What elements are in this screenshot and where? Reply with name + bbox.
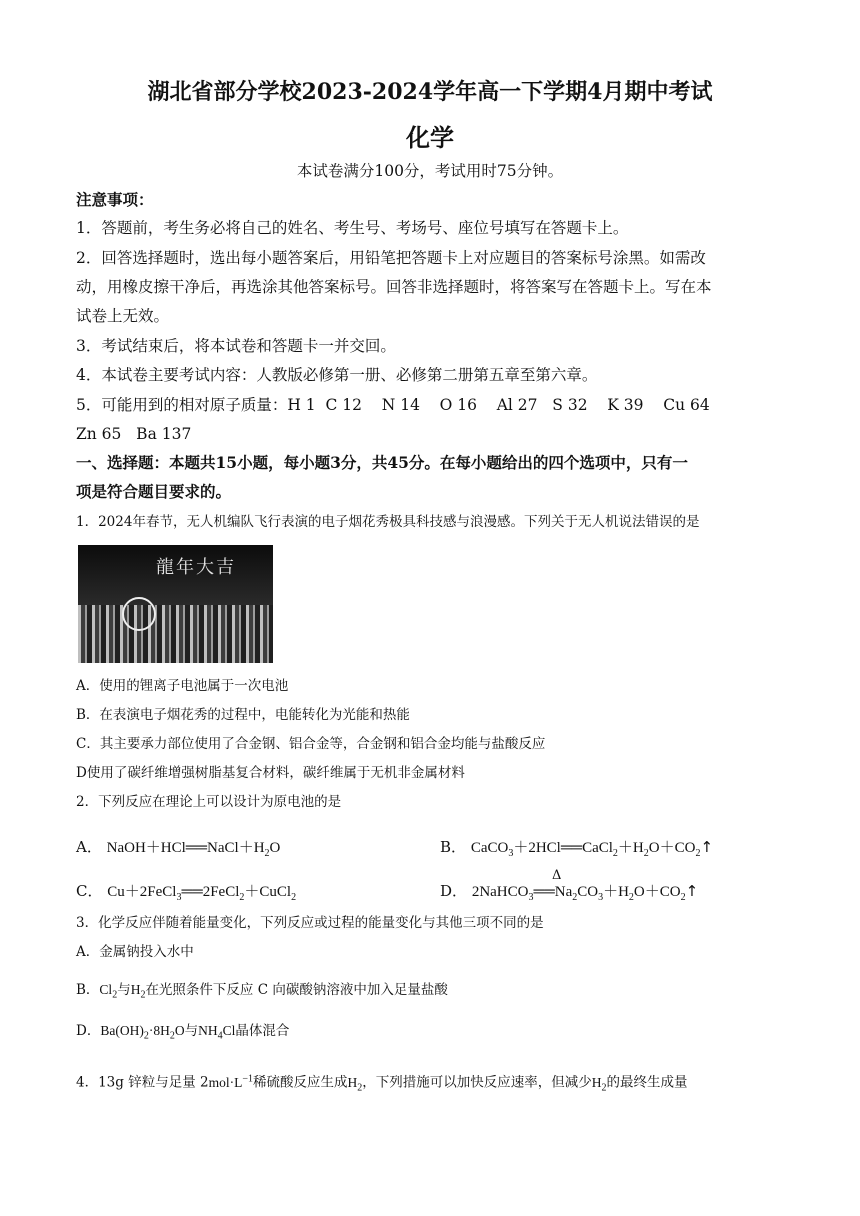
question-1-stem: 1．2024年春节，无人机编队飞行表演的电子烟花秀极具科技感与浪漫感。下列关于无人机说法错误的是 <box>76 514 700 530</box>
subject-title: 化学 <box>406 123 454 152</box>
notice-item: 4．本试卷主要考试内容：人教版必修第一册、必修第二册第五章至第六章。 <box>76 366 598 384</box>
q2-option-b: B． $CaCO_3+2HCl══CaCl_2+H_2O+CO_2↑$ <box>440 838 714 859</box>
notice-item: 试卷上无效。 <box>76 307 170 325</box>
question-3-stem: 3．化学反应伴随着能量变化，下列反应或过程的能量变化与其他三项不同的是 <box>76 915 544 931</box>
notice-item: 动，用橡皮擦干净后，再选涂其他答案标号。回答非选择题时，将答案写在答题卡上。写在本 <box>76 278 712 296</box>
q1-option-b: B．在表演电子烟花秀的过程中，电能转化为光能和热能 <box>76 707 410 723</box>
question-2-stem: 2．下列反应在理论上可以设计为原电池的是 <box>76 794 342 810</box>
section-heading: 项是符合题目要求的。 <box>76 482 232 501</box>
section-heading: 一、选择题：本题共15小题，每小题3分，共45分。在每小题给出的四个选项中，只有一 <box>76 453 688 472</box>
q2-option-a: A． $NaOH+HCl══NaCl+H_2O$ <box>76 838 281 859</box>
q1-option-d: D使用了碳纤维增强树脂基复合材料，碳纤维属于无机非金属材料 <box>76 765 465 781</box>
exam-info: 本试卷满分100分，考试用时75分钟。 <box>296 162 564 180</box>
ferris-wheel-icon <box>122 597 156 631</box>
q3-option-b: B．$Cl_2$与$H_2$在光照条件下反应 C 向碳酸钠溶液中加入足量盐酸 <box>76 982 448 1001</box>
exam-title: 湖北省部分学校2023-2024学年高一下学期4月期中考试 <box>147 79 713 105</box>
q3-option-d: D．$Ba(OH)_2\cdot 8H_2O$与$NH_4Cl$晶体混合 <box>76 1023 290 1042</box>
notice-item: 3．考试结束后，将本试卷和答题卡一并交回。 <box>76 337 396 355</box>
fireworks-drone-photo <box>78 545 273 663</box>
notice-item: 2．回答选择题时，选出每小题答案后，用铅笔把答题卡上对应题目的答案标号涂黑。如需改 <box>76 249 706 267</box>
q1-option-c: C．其主要承力部位使用了合金钢、铝合金等，合金钢和铝合金均能与盐酸反应 <box>76 736 546 752</box>
notice-item: Zn 65 Ba 137 <box>76 425 192 443</box>
question-4-stem: 4．13g 锌粒与足量 $2mol\cdot L^{-1}$稀硫酸反应生成$H_2$，下列措施可以加快反应速率，但减少$H_2$的最终生成量 <box>76 1073 688 1094</box>
notice-heading: 注意事项： <box>76 190 154 209</box>
heat-symbol: Δ <box>552 868 562 883</box>
q1-option-a: A．使用的锂离子电池属于一次电池 <box>76 678 289 694</box>
q2-option-d: D． $2NaHCO_3══Na_2CO_3+H_2O+CO_2↑$ <box>440 882 699 903</box>
q3-option-a: A．金属钠投入水中 <box>76 944 194 960</box>
q2-option-c: C． Cu＋2FeCl$_3$══2FeCl$_2$＋CuCl$_2$ <box>76 882 297 903</box>
photo-caption: 龍年大吉 <box>156 557 236 578</box>
notice-item: 5．可能用到的相对原子质量：H 1 C 12 N 14 O 16 Al 27 S 32 K 39 Cu 64 <box>76 396 710 414</box>
notice-item: 1．答题前，考生务必将自己的姓名、考生号、考场号、座位号填写在答题卡上。 <box>76 219 629 237</box>
